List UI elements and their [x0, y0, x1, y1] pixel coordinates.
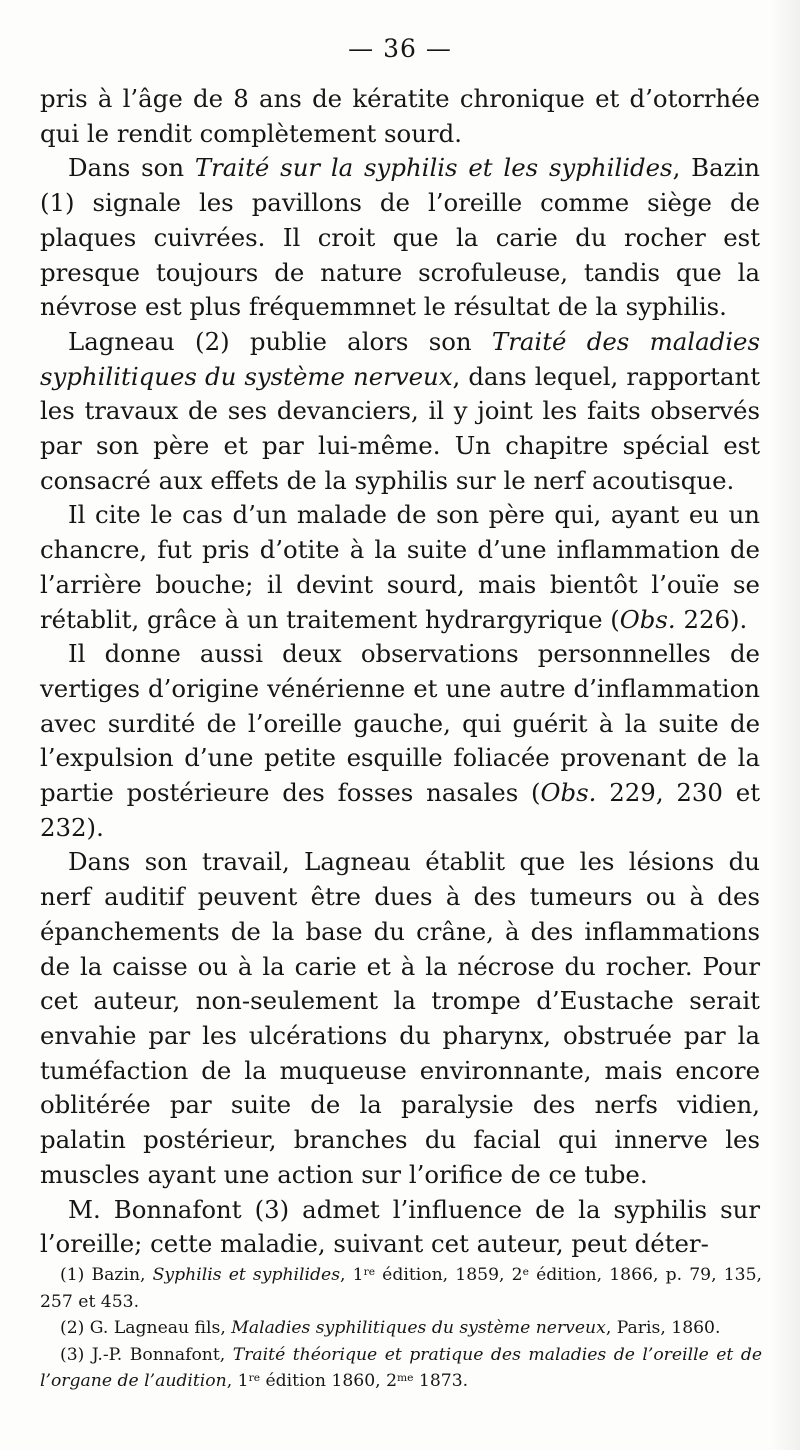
text-run: Lagneau (2) publie alors son — [68, 326, 492, 356]
paragraph — [40, 82, 760, 151]
text-run: , 1 — [340, 1265, 364, 1285]
italic-text: Obs. — [619, 604, 676, 634]
italic-text: Traité des maladies syphilitiques du système nerveux — [40, 326, 760, 391]
text-run: 226). — [675, 604, 748, 634]
text-run: (1) Bazin, — [60, 1265, 153, 1285]
paragraph — [40, 498, 760, 637]
text-run: , 1 — [226, 1371, 249, 1392]
text-run: pris à l’âge de 8 ans de kératite chronique et d’otorrhée qui le rendit complètement sourd. — [40, 84, 760, 148]
text-run: (3) J.-P. Bonnafont, — [60, 1344, 233, 1365]
superscript-text: re — [363, 1265, 376, 1279]
footnotes — [40, 1262, 762, 1395]
text-run: , Paris, 1860. — [605, 1318, 721, 1339]
text-run: Il cite le cas d’un malade de son père qui, ayant eu un chancre, fut pris d’otite à la suite d’une inflammation de l’arrière bouche; il devint sourd, mais bientôt l’ouïe se rétablit, grâce à un traitement hydrargyrique ( — [40, 500, 760, 634]
italic-text: Maladies syphilitiques du système nerveux — [231, 1318, 606, 1339]
page-edge-shadow — [770, 0, 800, 1450]
italic-text: Traité théorique et pratique des maladies de l’oreille et de l’organe de l’audition — [40, 1344, 762, 1392]
text-run: Dans son — [68, 153, 195, 183]
paragraph — [40, 845, 760, 1192]
paragraph — [40, 637, 760, 845]
paragraph — [40, 1193, 760, 1262]
text-run: (2) G. Lagneau fils, — [60, 1318, 232, 1339]
text-run: édition, 1866, p. 79, 135, 257 et 453. — [40, 1265, 762, 1312]
text-run: M. Bonnafont (3) admet l’influence de la syphilis sur l’oreille; cette maladie, suivant cet auteur, peut déter- — [40, 1194, 760, 1259]
footnote — [40, 1315, 762, 1342]
text-run: Dans son travail, Lagneau établit que les lésions du nerf auditif peuvent être dues à des tumeurs ou à des épanchements de la base du crâne, à des inflammations de la caisse ou à la carie et à la nécrose du rocher. Pour cet auteur, non-seulement la trompe d’Eustache serait envahie par les ulcérations du pharynx, obstruée par la tuméfaction de la muqueuse environnante, mais encore oblitérée par suite de la paralysie des nerfs vidien, palatin postérieur, branches du facial qui innerve les muscles ayant une action sur l’orifice de ce tube. — [40, 847, 760, 1189]
footnote — [40, 1342, 762, 1395]
italic-text: Traité sur la syphilis et les syphilides — [194, 153, 673, 183]
text-run: , Bazin (1) signale les pavillons de l’oreille comme siège de plaques cuivrées. Il croit que la carie du rocher est presque toujours de nature scrofuleuse, tandis que la névrose est plus fréquemmnet le résultat de la syphilis. — [40, 153, 760, 322]
superscript-text: me — [397, 1371, 414, 1385]
text-run: édition, 1859, 2 — [375, 1265, 523, 1285]
text-run: 229, 230 et 232). — [40, 778, 760, 842]
paragraph — [40, 151, 760, 325]
text-run: édition 1860, 2 — [260, 1371, 398, 1392]
footnote — [40, 1262, 762, 1315]
text-run: , dans lequel, rapportant les travaux de ses devanciers, il y joint les faits observés par son père et par lui-même. Un chapitre spécial est consacré aux effets de la syphilis sur le nerf acoutisque. — [40, 361, 760, 495]
text-run: 1873. — [413, 1371, 469, 1392]
superscript-text: e — [522, 1265, 529, 1279]
superscript-text: re — [248, 1371, 260, 1385]
main-text — [40, 82, 760, 1262]
page-number: — 36 — — [348, 34, 452, 63]
italic-text: Obs. — [540, 778, 597, 808]
paragraph — [40, 325, 760, 499]
italic-text: Syphilis et syphilides — [152, 1265, 341, 1285]
text-run: Il donne aussi deux observations personnnelles de vertiges d’origine vénérienne et une autre d’inflammation avec surdité de l’oreille gauche, qui guérit à la suite de l’expulsion d’une petite esquille foliacée provenant de la partie postérieure des fosses nasales ( — [40, 639, 760, 808]
